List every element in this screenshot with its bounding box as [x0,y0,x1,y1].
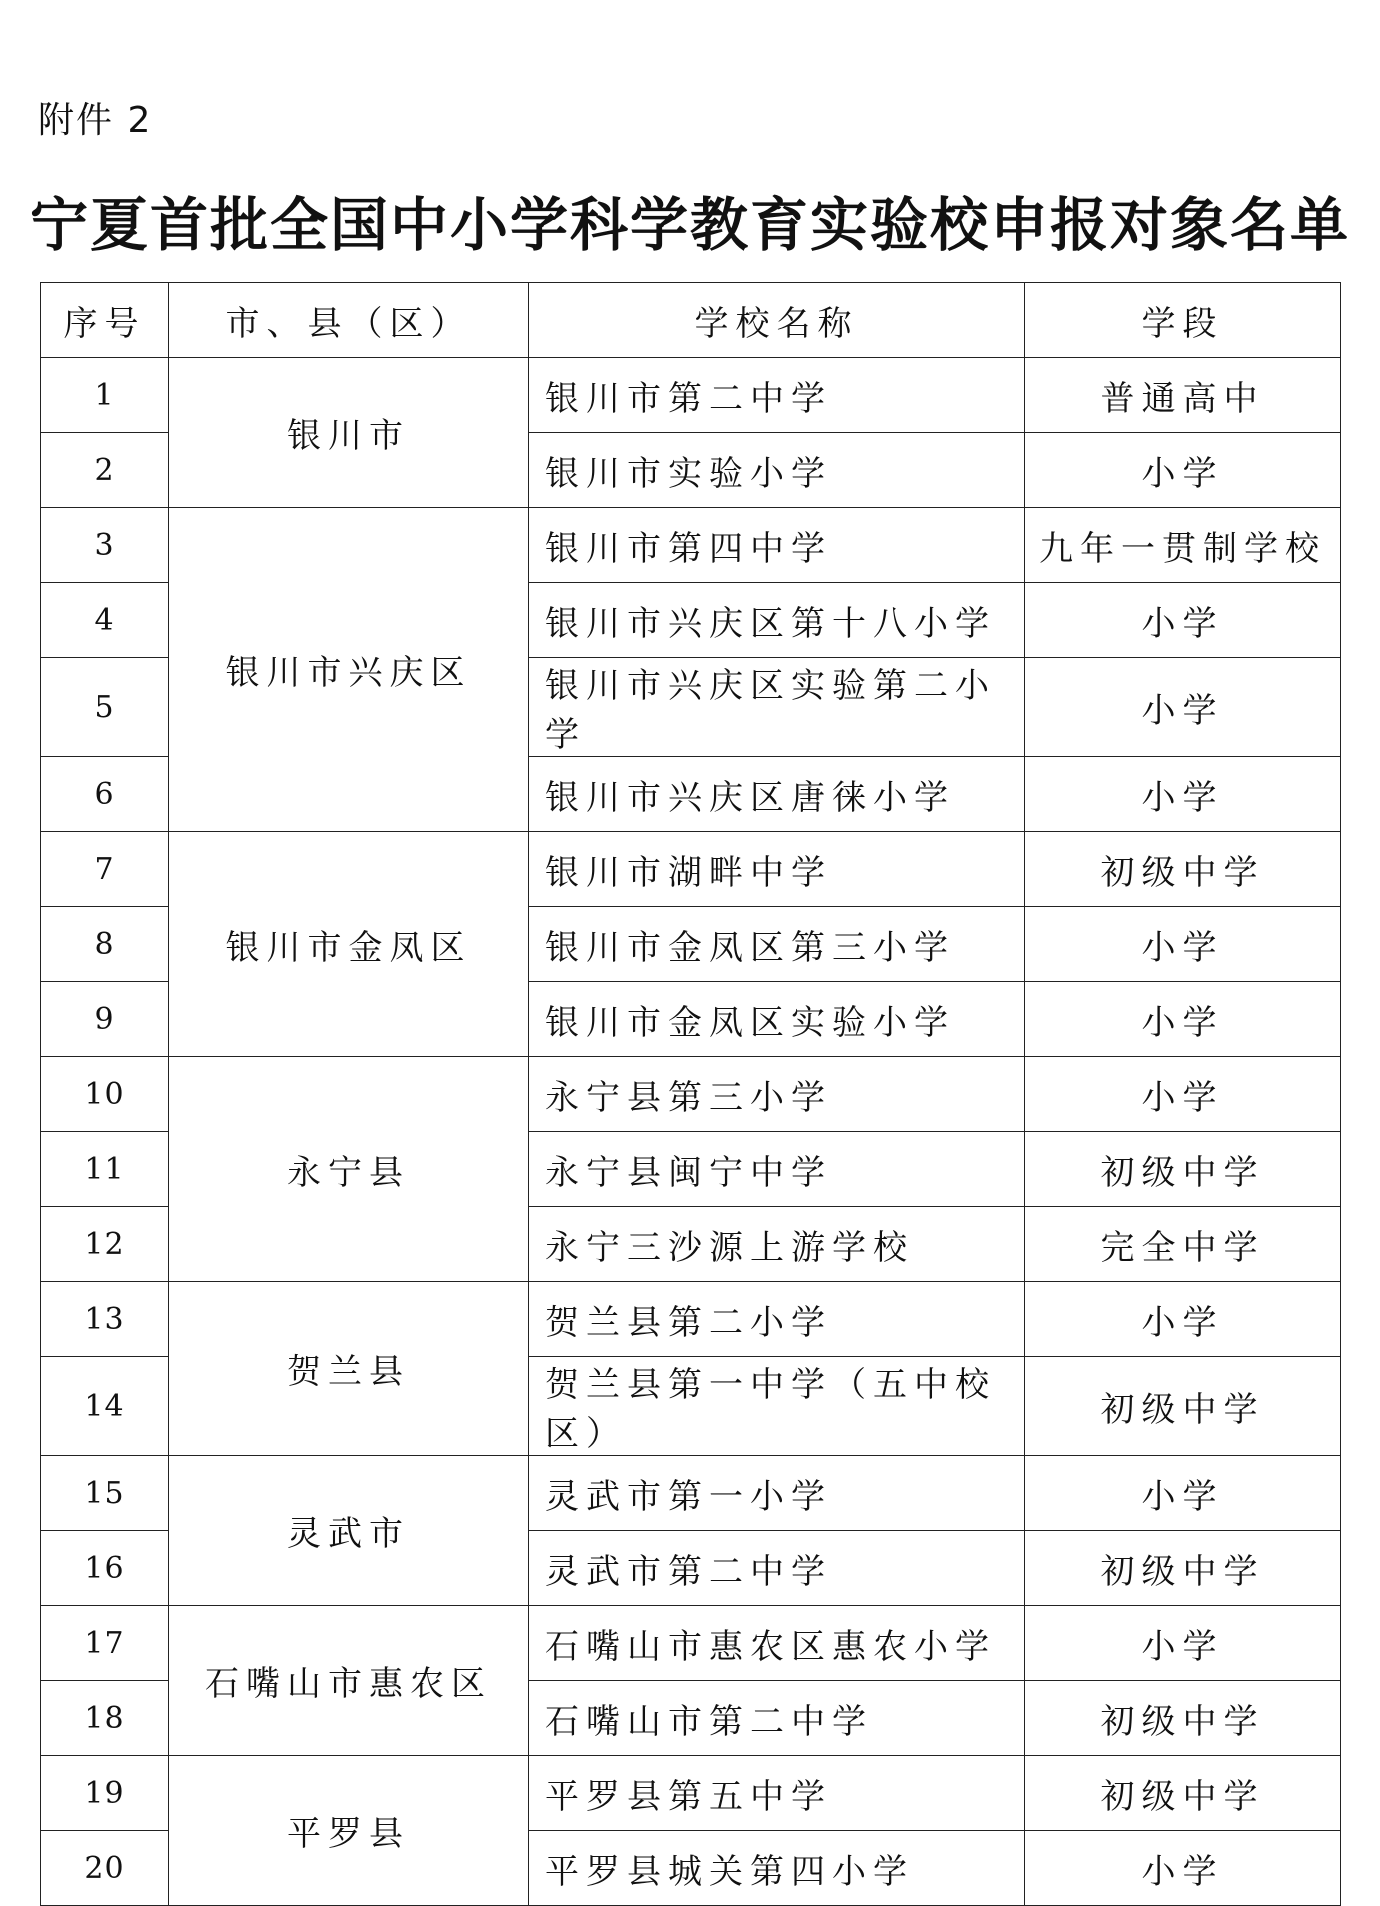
school-stage: 初级中学 [1025,1357,1341,1456]
school-stage: 初级中学 [1025,1132,1341,1207]
school-name: 贺兰县第二小学 [529,1282,1025,1357]
region-cell: 银川市 [169,358,529,508]
school-stage: 小学 [1025,583,1341,658]
table-header-row [41,283,1341,358]
school-stage: 小学 [1025,907,1341,982]
attachment-label: 附件 2 [38,100,153,141]
school-stage: 小学 [1025,1282,1341,1357]
serial-number: 12 [41,1207,169,1282]
school-list-table [40,282,1341,1906]
school-name: 石嘴山市惠农区惠农小学 [529,1606,1025,1681]
school-name: 银川市金凤区实验小学 [529,982,1025,1057]
table-row [41,1057,1341,1132]
serial-number: 15 [41,1456,169,1531]
region-cell: 永宁县 [169,1057,529,1282]
school-name: 银川市湖畔中学 [529,832,1025,907]
region-cell: 银川市金凤区 [169,832,529,1057]
serial-number: 11 [41,1132,169,1207]
school-name: 平罗县第五中学 [529,1756,1025,1831]
school-name: 银川市第二中学 [529,358,1025,433]
document-title: 宁夏首批全国中小学科学教育实验校申报对象名单 [29,191,1350,259]
table-row [41,358,1341,433]
serial-number: 16 [41,1531,169,1606]
serial-number: 6 [41,757,169,832]
school-name: 银川市兴庆区实验第二小学 [529,658,1025,757]
region-cell: 灵武市 [169,1456,529,1606]
school-stage: 小学 [1025,1057,1341,1132]
serial-number: 14 [41,1357,169,1456]
school-name: 银川市第四中学 [529,508,1025,583]
school-stage: 小学 [1025,1456,1341,1531]
region-cell: 银川市兴庆区 [169,508,529,832]
region-cell: 贺兰县 [169,1282,529,1456]
header-school-stage: 学段 [1025,283,1341,358]
serial-number: 8 [41,907,169,982]
school-stage: 九年一贯制学校 [1025,508,1341,583]
header-school-name: 学校名称 [529,283,1025,358]
school-name: 灵武市第一小学 [529,1456,1025,1531]
school-stage: 普通高中 [1025,358,1341,433]
header-region: 市、县（区） [169,283,529,358]
school-stage: 初级中学 [1025,1681,1341,1756]
serial-number: 3 [41,508,169,583]
school-stage: 完全中学 [1025,1207,1341,1282]
serial-number: 20 [41,1831,169,1906]
school-stage: 小学 [1025,757,1341,832]
serial-number: 19 [41,1756,169,1831]
table-row [41,1606,1341,1681]
school-stage: 小学 [1025,1831,1341,1906]
school-name: 永宁县第三小学 [529,1057,1025,1132]
school-stage: 小学 [1025,1606,1341,1681]
serial-number: 2 [41,433,169,508]
school-name: 灵武市第二中学 [529,1531,1025,1606]
school-name: 永宁县闽宁中学 [529,1132,1025,1207]
table-row [41,1456,1341,1531]
school-stage: 小学 [1025,658,1341,757]
serial-number: 13 [41,1282,169,1357]
table-row [41,1282,1341,1357]
school-name: 银川市兴庆区第十八小学 [529,583,1025,658]
school-name: 平罗县城关第四小学 [529,1831,1025,1906]
serial-number: 17 [41,1606,169,1681]
school-name: 银川市金凤区第三小学 [529,907,1025,982]
table-row [41,1756,1341,1831]
school-name: 银川市兴庆区唐徕小学 [529,757,1025,832]
school-name: 石嘴山市第二中学 [529,1681,1025,1756]
table-row [41,832,1341,907]
serial-number: 5 [41,658,169,757]
header-serial-number: 序号 [41,283,169,358]
serial-number: 10 [41,1057,169,1132]
serial-number: 9 [41,982,169,1057]
serial-number: 18 [41,1681,169,1756]
school-stage: 初级中学 [1025,1531,1341,1606]
school-name: 贺兰县第一中学（五中校区） [529,1357,1025,1456]
serial-number: 1 [41,358,169,433]
school-stage: 小学 [1025,982,1341,1057]
school-stage: 初级中学 [1025,1756,1341,1831]
school-name: 永宁三沙源上游学校 [529,1207,1025,1282]
region-cell: 石嘴山市惠农区 [169,1606,529,1756]
school-name: 银川市实验小学 [529,433,1025,508]
serial-number: 4 [41,583,169,658]
region-cell: 平罗县 [169,1756,529,1906]
serial-number: 7 [41,832,169,907]
table-row [41,508,1341,583]
school-stage: 初级中学 [1025,832,1341,907]
school-stage: 小学 [1025,433,1341,508]
